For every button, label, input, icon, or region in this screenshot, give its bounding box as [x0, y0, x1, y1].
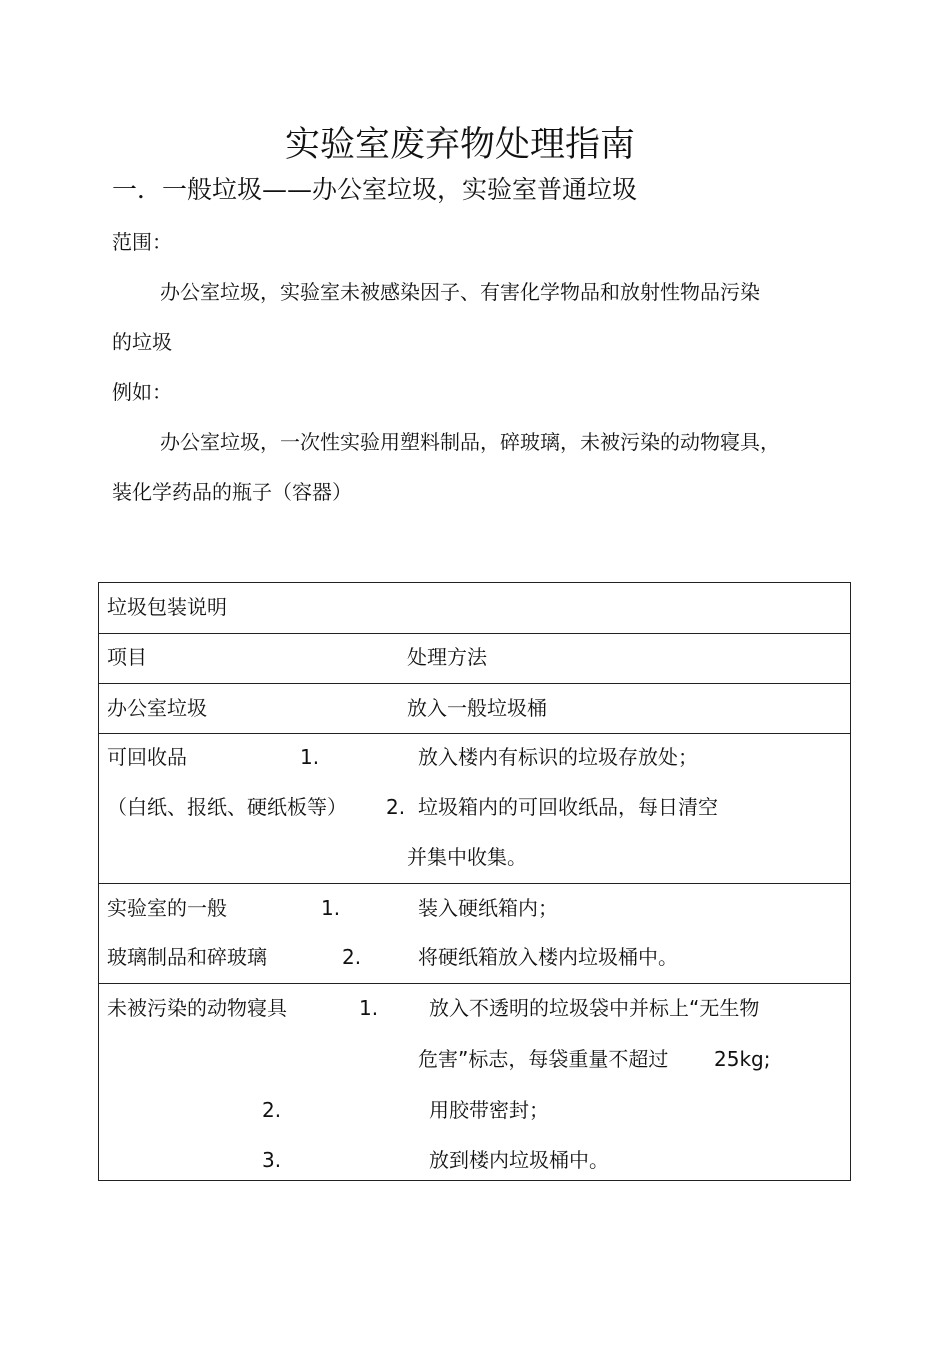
row-recyclable-item-line2: （白纸、报纸、硬纸板等） [107, 795, 347, 819]
document-title: 实验室废弃物处理指南 [284, 125, 635, 165]
table-divider [99, 733, 850, 734]
example-label: 例如： [112, 380, 172, 404]
row-recyclable-item-line1: 可回收品 [107, 745, 187, 769]
row-glass-step-num: 1. [321, 896, 341, 920]
table-divider [99, 983, 850, 984]
row-bedding-step-num: 1. [359, 996, 379, 1020]
scope-text-line2: 的垃圾 [112, 330, 172, 354]
scope-label: 范围： [112, 230, 172, 254]
example-text-line2: 装化学药品的瓶子（容器） [112, 480, 352, 504]
row-glass-step-text: 装入硬纸箱内； [418, 896, 558, 920]
section-heading: 一．一般垃圾——办公室垃圾，实验室普通垃圾 [112, 175, 638, 204]
row-bedding-step-text: 用胶带密封； [429, 1098, 549, 1122]
row-bedding-step-text: 放入不透明的垃圾袋中并标上“无生物 [429, 996, 760, 1020]
row-recyclable-step-num: 2. [386, 795, 406, 819]
row-glass-step-num: 2. [342, 945, 362, 969]
row-glass-step-text: 将硬纸箱放入楼内垃圾桶中。 [418, 945, 678, 969]
row-recyclable-continuation: 并集中收集。 [407, 845, 527, 869]
row-glass-item-line2: 玻璃制品和碎玻璃 [107, 945, 267, 969]
table-divider [99, 633, 850, 634]
scope-text-line1: 办公室垃圾，实验室未被感染因子、有害化学物品和放射性物品污染 [160, 280, 760, 304]
row-bedding-item: 未被污染的动物寝具 [107, 996, 287, 1020]
table-divider [99, 883, 850, 884]
example-text-line1: 办公室垃圾，一次性实验用塑料制品，碎玻璃，未被污染的动物寝具， [160, 430, 780, 454]
row-recyclable-step-num: 1. [300, 745, 320, 769]
header-method: 处理方法 [407, 645, 487, 669]
row-bedding-weight: 25kg; [714, 1047, 771, 1071]
row-bedding-step-text: 放到楼内垃圾桶中。 [429, 1148, 609, 1172]
row-office-method: 放入一般垃圾桶 [407, 696, 547, 720]
header-item: 项目 [107, 645, 147, 669]
waste-packaging-table [98, 582, 851, 1181]
row-glass-item-line1: 实验室的一般 [107, 896, 227, 920]
row-recyclable-step-text: 垃圾箱内的可回收纸品，每日清空 [418, 795, 718, 819]
table-divider [99, 683, 850, 684]
row-bedding-continuation: 危害”标志，每袋重量不超过 [418, 1047, 669, 1071]
table-caption: 垃圾包装说明 [107, 595, 227, 619]
row-bedding-step-num: 3. [262, 1148, 282, 1172]
row-recyclable-step-text: 放入楼内有标识的垃圾存放处； [418, 745, 698, 769]
row-office-item: 办公室垃圾 [107, 696, 207, 720]
row-bedding-step-num: 2. [262, 1098, 282, 1122]
